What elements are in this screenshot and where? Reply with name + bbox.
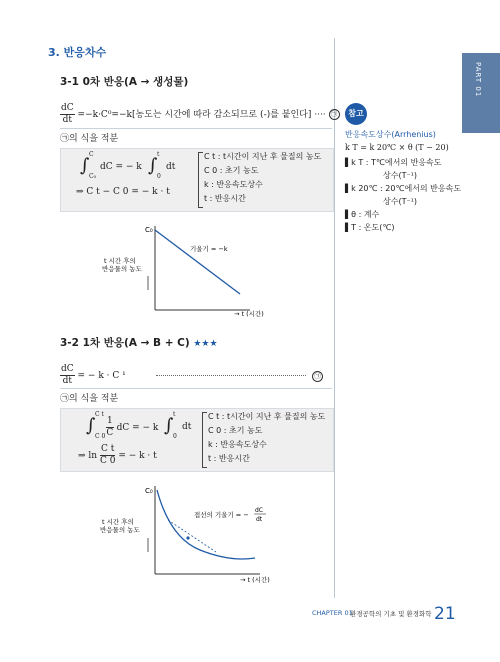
y-label-line-1: t 시간 후의: [104, 257, 136, 265]
zero-order-graph: [100, 218, 300, 324]
first-order-equation: $\frac{dC}{dt}$ = − k · C ¹ ㉠: [60, 365, 332, 386]
tangent-line: [168, 520, 216, 552]
zero-order-line: [155, 230, 240, 294]
first-order-integral: ∫ C t C 0 $\frac{1}{C}$ dC = − k ∫ t 0 dt ⇒ ln $\frac{\text{C t}}{C 0}$ = − k · t: [78, 411, 192, 466]
first-order-legend: C t : t시간이 지난 후 물질의 농도 C 0 : 초기 농도 k : 반응속도상수 t : 반응시간: [208, 412, 326, 463]
footer-chapter: CHAPTER 01: [312, 609, 353, 617]
y-top-label: C₀: [145, 226, 153, 234]
first-order-curve: [157, 490, 255, 559]
first-order-rule: [60, 388, 332, 389]
y-label-line-2: 반응물의 농도: [100, 526, 140, 534]
tangent-label: 접선의 기울기 = −: [194, 511, 249, 519]
footer-chapter-title: 환경공학의 기초 및 환경화학: [350, 610, 432, 618]
reference-badge: 참고: [345, 103, 367, 125]
part-tab-label: PART 01: [474, 62, 482, 98]
section-title: 3. 반응차수: [48, 46, 107, 59]
x-label: → t (시간): [240, 576, 270, 584]
zero-order-legend-bracket: [198, 152, 203, 208]
y-top-label: C₀: [145, 487, 153, 495]
zero-order-equation: $\frac{dC}{dt}$ =−k·C⁰=−k[농도는 시간에 따라 감소되므로 (-)를 붙인다] ···· ㉠: [60, 104, 340, 125]
zero-order-integrate-label: ㉠의 식을 적분: [60, 134, 119, 144]
zero-order-integral: ∫ C C₀ dC = − k ∫ t 0 dt ⇒ C t − C 0 = − k · t: [76, 151, 176, 197]
slope-label: 기울기 = −k: [190, 245, 228, 253]
reference-formula: k T = k 20℃ × θ (T − 20): [345, 143, 449, 152]
zero-order-legend: C t : t시간이 지난 후 물질의 농도 C 0 : 초기 농도 k : 반응속도상수 t : 반응시간: [204, 152, 322, 203]
tangent-num: dC: [255, 507, 263, 514]
top-rule: [0, 0, 500, 3]
zero-order-rule: [60, 128, 332, 129]
reference-title: 반응속도상수(Arrhenius): [345, 130, 436, 139]
y-label-line-2: 반응물의 농도: [102, 265, 142, 273]
first-order-title: 3-2 1차 반응(A → B + C) ★★★: [60, 337, 218, 349]
first-order-graph: [100, 478, 300, 588]
first-order-integrate-label: ㉠의 식을 적분: [60, 394, 119, 404]
y-label-line-1: t 시간 후의: [102, 518, 134, 526]
page-number: 21: [434, 604, 456, 624]
first-order-legend-bracket: [202, 412, 207, 468]
reference-items: ▌k T : T℃에서의 반응속도 상수(T⁻¹) ▌k 20℃ : 20℃에서의 반응속도 상수(T⁻¹) ▌θ : 계수 ▌T : 온도(℃): [345, 158, 462, 232]
zero-order-title: 3-1 0차 반응(A → 생성물): [60, 76, 189, 88]
x-label: → t (시간): [234, 310, 264, 318]
tangent-point: [186, 536, 189, 539]
tangent-den: dt: [256, 516, 263, 523]
